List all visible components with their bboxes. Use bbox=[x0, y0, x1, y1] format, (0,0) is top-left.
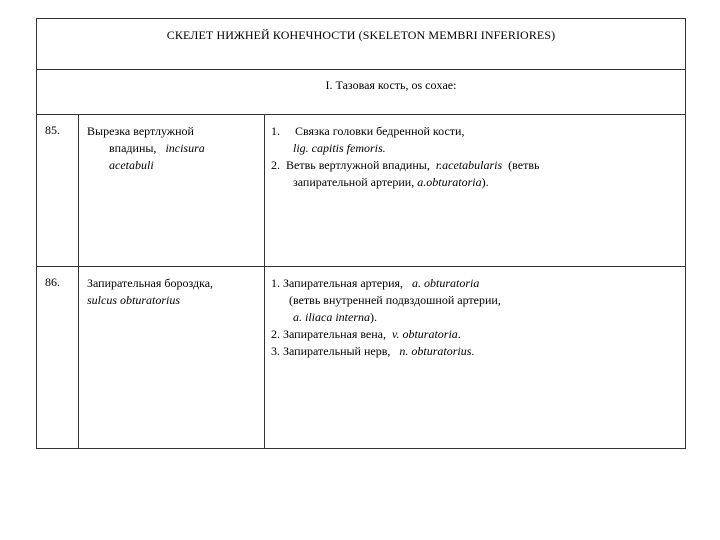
structure-name-lat: acetabuli bbox=[109, 158, 154, 172]
item-text: . bbox=[457, 327, 461, 341]
title-row bbox=[37, 19, 686, 70]
item-latin: r.acetabularis bbox=[435, 158, 503, 172]
list-item bbox=[271, 275, 681, 292]
item-text: Запирательный нерв, bbox=[283, 344, 391, 358]
section-heading: I. Тазовая кость, os coxae: bbox=[325, 78, 457, 92]
item-latin: a.obturatoria bbox=[417, 175, 482, 189]
list-item bbox=[271, 326, 681, 343]
relations-cell bbox=[265, 115, 686, 267]
structure-name-ru: впадины, bbox=[109, 141, 157, 155]
item-text: Запирательная вена, bbox=[283, 327, 387, 341]
list-marker: 2. bbox=[271, 158, 280, 172]
item-latin: a. obturatoria bbox=[412, 276, 480, 290]
list-marker: 1. bbox=[271, 124, 280, 138]
item-latin: v. obturatoria bbox=[392, 327, 458, 341]
relations-cell bbox=[265, 267, 686, 449]
item-text: (ветвь внутренней подвздошной артерии, bbox=[289, 293, 501, 307]
item-text: (ветвь bbox=[508, 158, 540, 172]
structure-name-lat: incisura bbox=[165, 141, 205, 155]
item-text: . bbox=[471, 344, 475, 358]
section-row bbox=[37, 70, 686, 115]
list-item bbox=[271, 343, 681, 360]
item-text: ). bbox=[370, 310, 377, 324]
item-latin: a. iliaca interna bbox=[293, 310, 370, 324]
list-marker: 2. bbox=[271, 327, 280, 341]
structure-name-line bbox=[87, 140, 260, 157]
row-number: 86. bbox=[37, 267, 79, 449]
row-number: 85. bbox=[37, 115, 79, 267]
structure-name-ru: Запирательная бороздка, bbox=[87, 276, 214, 290]
item-text: Связка головки бедренной кости, bbox=[295, 124, 465, 138]
item-text: запирательной артерии, bbox=[293, 175, 415, 189]
list-marker: 1. bbox=[271, 276, 280, 290]
item-latin: lig. capitis femoris. bbox=[293, 141, 386, 155]
section-cell bbox=[37, 70, 686, 115]
item-latin: n. obturatorius bbox=[399, 344, 472, 358]
title-cell bbox=[37, 19, 686, 70]
list-item bbox=[271, 157, 681, 174]
list-item-continuation bbox=[271, 174, 681, 191]
list-item-continuation bbox=[271, 309, 681, 326]
structure-cell bbox=[79, 267, 265, 449]
structure-name-ru: Вырезка вертлужной bbox=[87, 124, 194, 138]
structure-cell bbox=[79, 115, 265, 267]
list-marker: 3. bbox=[271, 344, 280, 358]
table-row bbox=[37, 267, 686, 449]
structure-name-lat: sulcus obturatorius bbox=[87, 293, 181, 307]
table-row bbox=[37, 115, 686, 267]
list-item bbox=[271, 123, 681, 140]
anatomy-table bbox=[36, 18, 686, 449]
table-title: СКЕЛЕТ НИЖНЕЙ КОНЕЧНОСТИ (SKELETON MEMBRI INFERIORES) bbox=[166, 28, 556, 42]
item-text: Ветвь вертлужной впадины, bbox=[286, 158, 430, 172]
item-text: ). bbox=[481, 175, 489, 189]
item-text: Запирательная артерия, bbox=[283, 276, 404, 290]
